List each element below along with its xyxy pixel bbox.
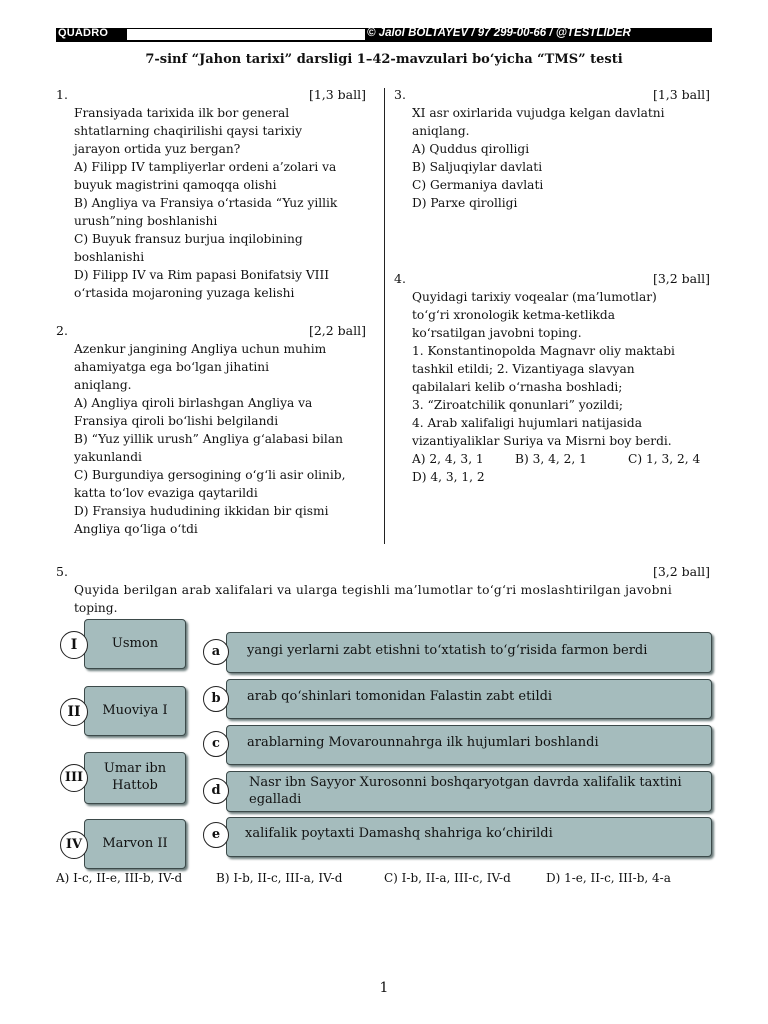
question-points: [1,3 ball] <box>652 87 710 102</box>
column-divider <box>384 88 385 544</box>
header-brand: QUADRO <box>58 27 109 39</box>
answer-option-c[interactable]: C) I-b, II-a, III-c, IV-d <box>384 871 511 885</box>
answer-option-d[interactable]: D) Parxe qirolligi <box>412 196 518 210</box>
fact-text: xalifalik poytaxti Damashq shahriga ko‘chirildi <box>245 826 553 841</box>
event-line: tashkil etildi; 2. Vizantiyaga slavyan <box>412 362 635 376</box>
event-line: 1. Konstantinopolda Magnavr oliy maktabi <box>412 344 675 358</box>
numeral-circle-ii: II <box>60 698 88 726</box>
fact-box-d <box>226 771 712 812</box>
caliph-box-iii <box>84 752 186 804</box>
event-line: 3. “Ziroatchilik qonunlari” yozildi; <box>412 398 623 412</box>
q5-options-row <box>56 869 716 887</box>
fact-box-c <box>226 725 712 765</box>
answer-option-d[interactable]: D) Fransiya hududining ikkidan bir qismi <box>74 504 329 518</box>
question-text-line: Fransiyada tarixida ilk bor general <box>74 106 290 120</box>
question-points: [3,2 ball] <box>652 271 710 286</box>
answer-option-d[interactable]: D) 1-e, II-c, III-b, 4-a <box>546 871 671 885</box>
fact-text: yangi yerlarni zabt etishni to‘xtatish to‘g‘risida farmon berdi <box>247 643 648 658</box>
question-text-line: aniqlang. <box>412 124 470 138</box>
answer-option-d[interactable]: D) Filipp IV va Rim papasi Bonifatsiy VIII <box>74 268 330 282</box>
numeral-circle-i: I <box>60 631 88 659</box>
answer-option-a[interactable]: A) Angliya qiroli birlashgan Angliya va <box>74 396 313 410</box>
answer-option-d-cont: Angliya qo‘liga o‘tdi <box>74 522 198 536</box>
caliph-box-ii <box>84 686 186 736</box>
caliph-name: Usmon <box>111 636 159 651</box>
letter-circle-b: b <box>203 686 229 712</box>
caliph-name: Marvon II <box>102 836 168 851</box>
fact-box-a <box>226 632 712 673</box>
question-text-line: Quyida berilgan arab xalifalari va ularga tegishli ma’lumotlar to‘g‘ri moslashtirilgan javobni <box>74 583 673 597</box>
answer-option-a[interactable]: A) 2, 4, 3, 1 <box>412 452 484 466</box>
header-blank-box <box>127 29 365 40</box>
question-number: 4. <box>394 271 406 286</box>
event-line: vizantiyaliklar Suriya va Misrni boy berdi. <box>412 434 672 448</box>
question-points: [3,2 ball] <box>652 564 710 579</box>
answer-option-a[interactable]: A) I-c, II-e, III-b, IV-d <box>56 871 183 885</box>
letter-circle-d: d <box>203 778 229 804</box>
question-points: [1,3 ball] <box>308 87 366 102</box>
letter-circle-a: a <box>203 639 229 665</box>
header-author: © Jalol BOLTAYEV / 97 299-00-66 / @TESTLIDER <box>367 27 631 39</box>
caliph-box-iv <box>84 819 186 869</box>
question-body <box>74 581 710 617</box>
fact-text: arab qo‘shinlari tomonidan Falastin zabt etildi <box>247 689 553 704</box>
options-row <box>412 450 712 468</box>
question-text-line: aniqlang. <box>74 378 132 392</box>
question-text-line: shtatlarning chaqirilishi qaysi tarixiy <box>74 124 302 138</box>
question-text-line: jarayon ortida yuz bergan? <box>74 142 241 156</box>
answer-option-b[interactable]: B) Angliya va Fransiya o‘rtasida “Yuz yillik <box>74 196 338 210</box>
caliph-box-i <box>84 619 186 669</box>
letter-circle-c: c <box>203 731 229 757</box>
question-text-line: ko‘rsatilgan javobni toping. <box>412 326 582 340</box>
answer-option-a[interactable]: A) Quddus qirolligi <box>412 142 530 156</box>
question-number: 3. <box>394 87 406 102</box>
answer-option-d-cont: o‘rtasida mojaroning yuzaga kelishi <box>74 286 295 300</box>
answer-option-a[interactable]: A) Filipp IV tampliyerlar ordeni a’zolari va <box>74 160 337 174</box>
question-text-line: to‘g‘ri xronologik ketma-ketlikda <box>412 308 615 322</box>
answer-option-b[interactable]: B) Saljuqiylar davlati <box>412 160 543 174</box>
question-text-line: toping. <box>74 601 118 615</box>
question-text-line: ahamiyatga ega bo‘lgan jihatini <box>74 360 270 374</box>
question-body <box>74 340 374 538</box>
fact-text: Nasr ibn Sayyor Xurosonni boshqaryotgan davrda xalifalik taxtini egalladi <box>249 775 682 807</box>
numeral-circle-iii: III <box>60 764 88 792</box>
answer-option-b[interactable]: B) I-b, II-c, III-a, IV-d <box>216 871 343 885</box>
question-number: 2. <box>56 323 68 338</box>
fact-box-e <box>226 817 712 857</box>
answer-option-c-cont: katta to‘lov evaziga qaytarildi <box>74 486 258 500</box>
question-text-line: Azenkur jangining Angliya uchun muhim <box>74 342 327 356</box>
letter-circle-e: e <box>203 822 229 848</box>
caliph-name: Umar ibn Hattob <box>103 761 167 793</box>
question-body <box>74 104 374 302</box>
answer-option-c[interactable]: C) Burgundiya gersogining o‘g‘li asir olinib, <box>74 468 346 482</box>
question-points: [2,2 ball] <box>308 323 366 338</box>
answer-option-c[interactable]: C) Buyuk fransuz burjua inqilobining <box>74 232 303 246</box>
caliph-name: Muoviya I <box>102 703 168 718</box>
answer-option-a-cont: buyuk magistrini qamoqqa olishi <box>74 178 277 192</box>
question-body <box>412 288 712 486</box>
event-line: qabilalari kelib o‘rnasha boshladi; <box>412 380 623 394</box>
question-number: 5. <box>56 564 68 579</box>
event-line: 4. Arab xalifaligi hujumlari natijasida <box>412 416 642 430</box>
answer-option-d[interactable]: D) 4, 3, 1, 2 <box>412 470 485 484</box>
question-body <box>412 104 712 212</box>
answer-option-b-cont: urush”ning boshlanishi <box>74 214 218 228</box>
fact-box-b <box>226 679 712 719</box>
numeral-circle-iv: IV <box>60 831 88 859</box>
answer-option-a-cont: Fransiya qiroli bo‘lishi belgilandi <box>74 414 279 428</box>
fact-text: arablarning Movarounnahrga ilk hujumlari boshlandi <box>247 735 599 750</box>
answer-option-c[interactable]: C) Germaniya davlati <box>412 178 544 192</box>
question-text-line: XI asr oxirlarida vujudga kelgan davlatni <box>412 106 665 120</box>
answer-option-c[interactable]: C) 1, 3, 2, 4 <box>628 452 701 466</box>
test-title: 7-sinf “Jahon tarixi” darsligi 1–42-mavzulari bo‘yicha “TMS” testi <box>145 52 623 67</box>
answer-option-b[interactable]: B) “Yuz yillik urush” Angliya g‘alabasi bilan <box>74 432 343 446</box>
answer-option-b[interactable]: B) 3, 4, 2, 1 <box>515 452 587 466</box>
answer-option-c-cont: boshlanishi <box>74 250 145 264</box>
question-text-line: Quyidagi tarixiy voqealar (ma’lumotlar) <box>412 290 657 304</box>
page-number: 1 <box>379 980 389 996</box>
answer-option-b-cont: yakunlandi <box>74 450 142 464</box>
question-number: 1. <box>56 87 68 102</box>
